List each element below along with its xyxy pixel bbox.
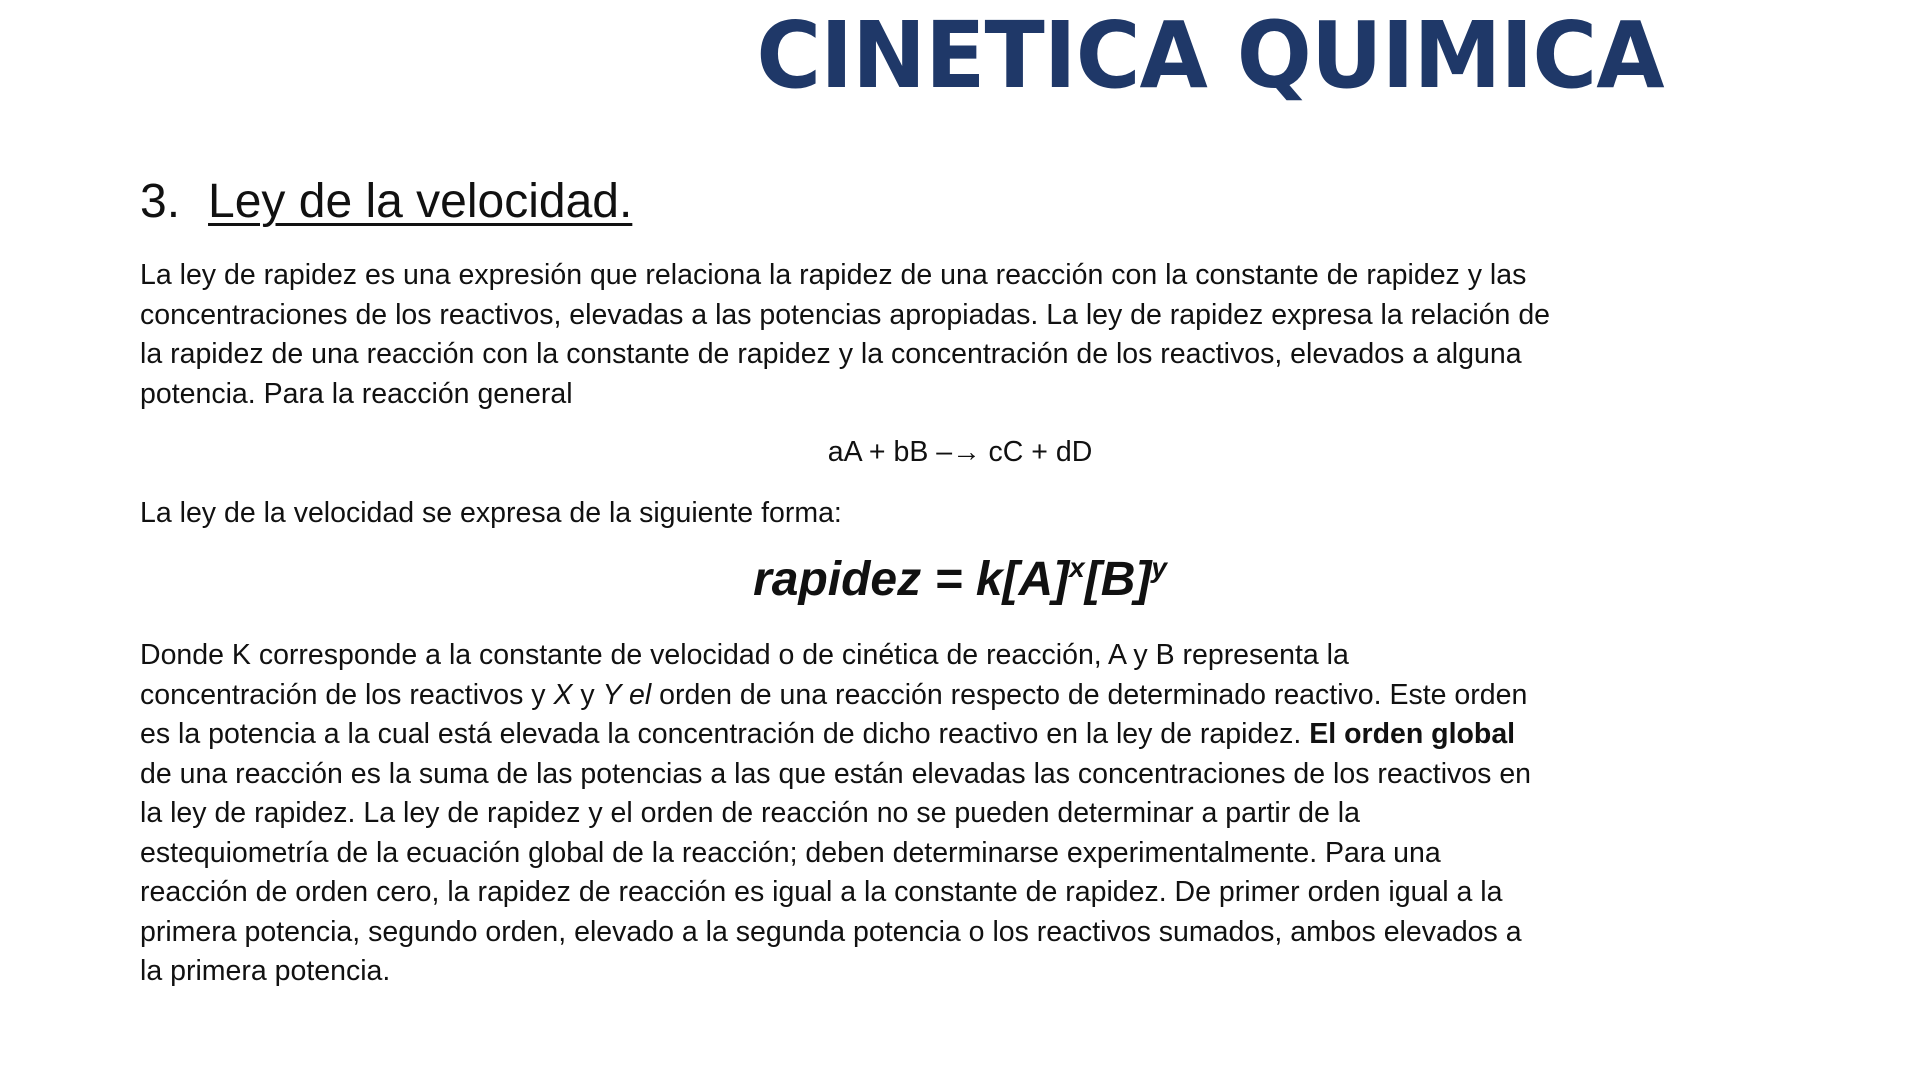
text-segment: concentración de los reactivos y — [140, 678, 554, 711]
italic-y: Y el — [602, 678, 652, 711]
text-line: primera potencia, segundo orden, elevado a la segunda potencia o los reactivos sumados, ambos elevados a — [140, 915, 1522, 948]
reaction-equation: aA + bB –→ cC + dD — [827, 436, 1093, 468]
bold-term: El orden global — [1309, 718, 1516, 750]
text-segment: y — [572, 678, 603, 711]
text-line: la ley de rapidez. La ley de rapidez y el orden de reacción no se pueden determinar a partir de la — [140, 797, 1360, 829]
law-intro: La ley de la velocidad se expresa de la siguiente forma: — [140, 497, 842, 529]
exponent-y: y — [1151, 552, 1167, 583]
formula-main: rapidez = k[A] — [753, 553, 1070, 606]
rate-law-formula — [0, 552, 1920, 607]
section-number: 3. — [140, 175, 181, 228]
text-line: potencia. Para la reacción general — [140, 377, 573, 410]
text-line: la primera potencia. — [140, 955, 391, 987]
text-line: de una reacción es la suma de las potencias a las que están elevadas las concentraciones de los reactivos en — [140, 757, 1532, 790]
section-heading — [140, 172, 632, 232]
formula-b: [B] — [1084, 553, 1152, 606]
text-segment: es la potencia a la cual está elevada la concentración de dicho reactivo en la ley de rapidez. — [140, 718, 1310, 750]
text-line — [140, 676, 1531, 716]
text-line: La ley de rapidez es una expresión que relaciona la rapidez de una reacción con la constante de rapidez y las — [140, 259, 1527, 291]
section-title: Ley de la velocidad. — [208, 175, 633, 228]
text-line — [140, 715, 1531, 755]
text-line: Donde K corresponde a la constante de velocidad o de cinética de reacción, A y B representa la — [140, 639, 1349, 671]
text-line: la rapidez de una reacción con la constante de rapidez y la concentración de los reactivos, elevados a alguna — [140, 338, 1522, 370]
intro-paragraph — [140, 256, 1550, 414]
explanation-paragraph — [140, 636, 1531, 992]
slide-title: CINETICA QUIMICA — [756, 2, 1664, 109]
exponent-x: x — [1069, 552, 1085, 583]
text-line: estequiometría de la ecuación global de la reacción; deben determinarse experimentalmente. Para una — [140, 836, 1441, 869]
text-segment: orden de una reacción respecto de determinado reactivo. Este orden — [651, 678, 1528, 711]
text-line: reacción de orden cero, la rapidez de reacción es igual a la constante de rapidez. De primer orden igual a la — [140, 876, 1503, 908]
italic-x: X — [553, 678, 573, 711]
text-line: concentraciones de los reactivos, elevadas a las potencias apropiadas. La ley de rapidez expresa la relación de — [140, 298, 1551, 331]
